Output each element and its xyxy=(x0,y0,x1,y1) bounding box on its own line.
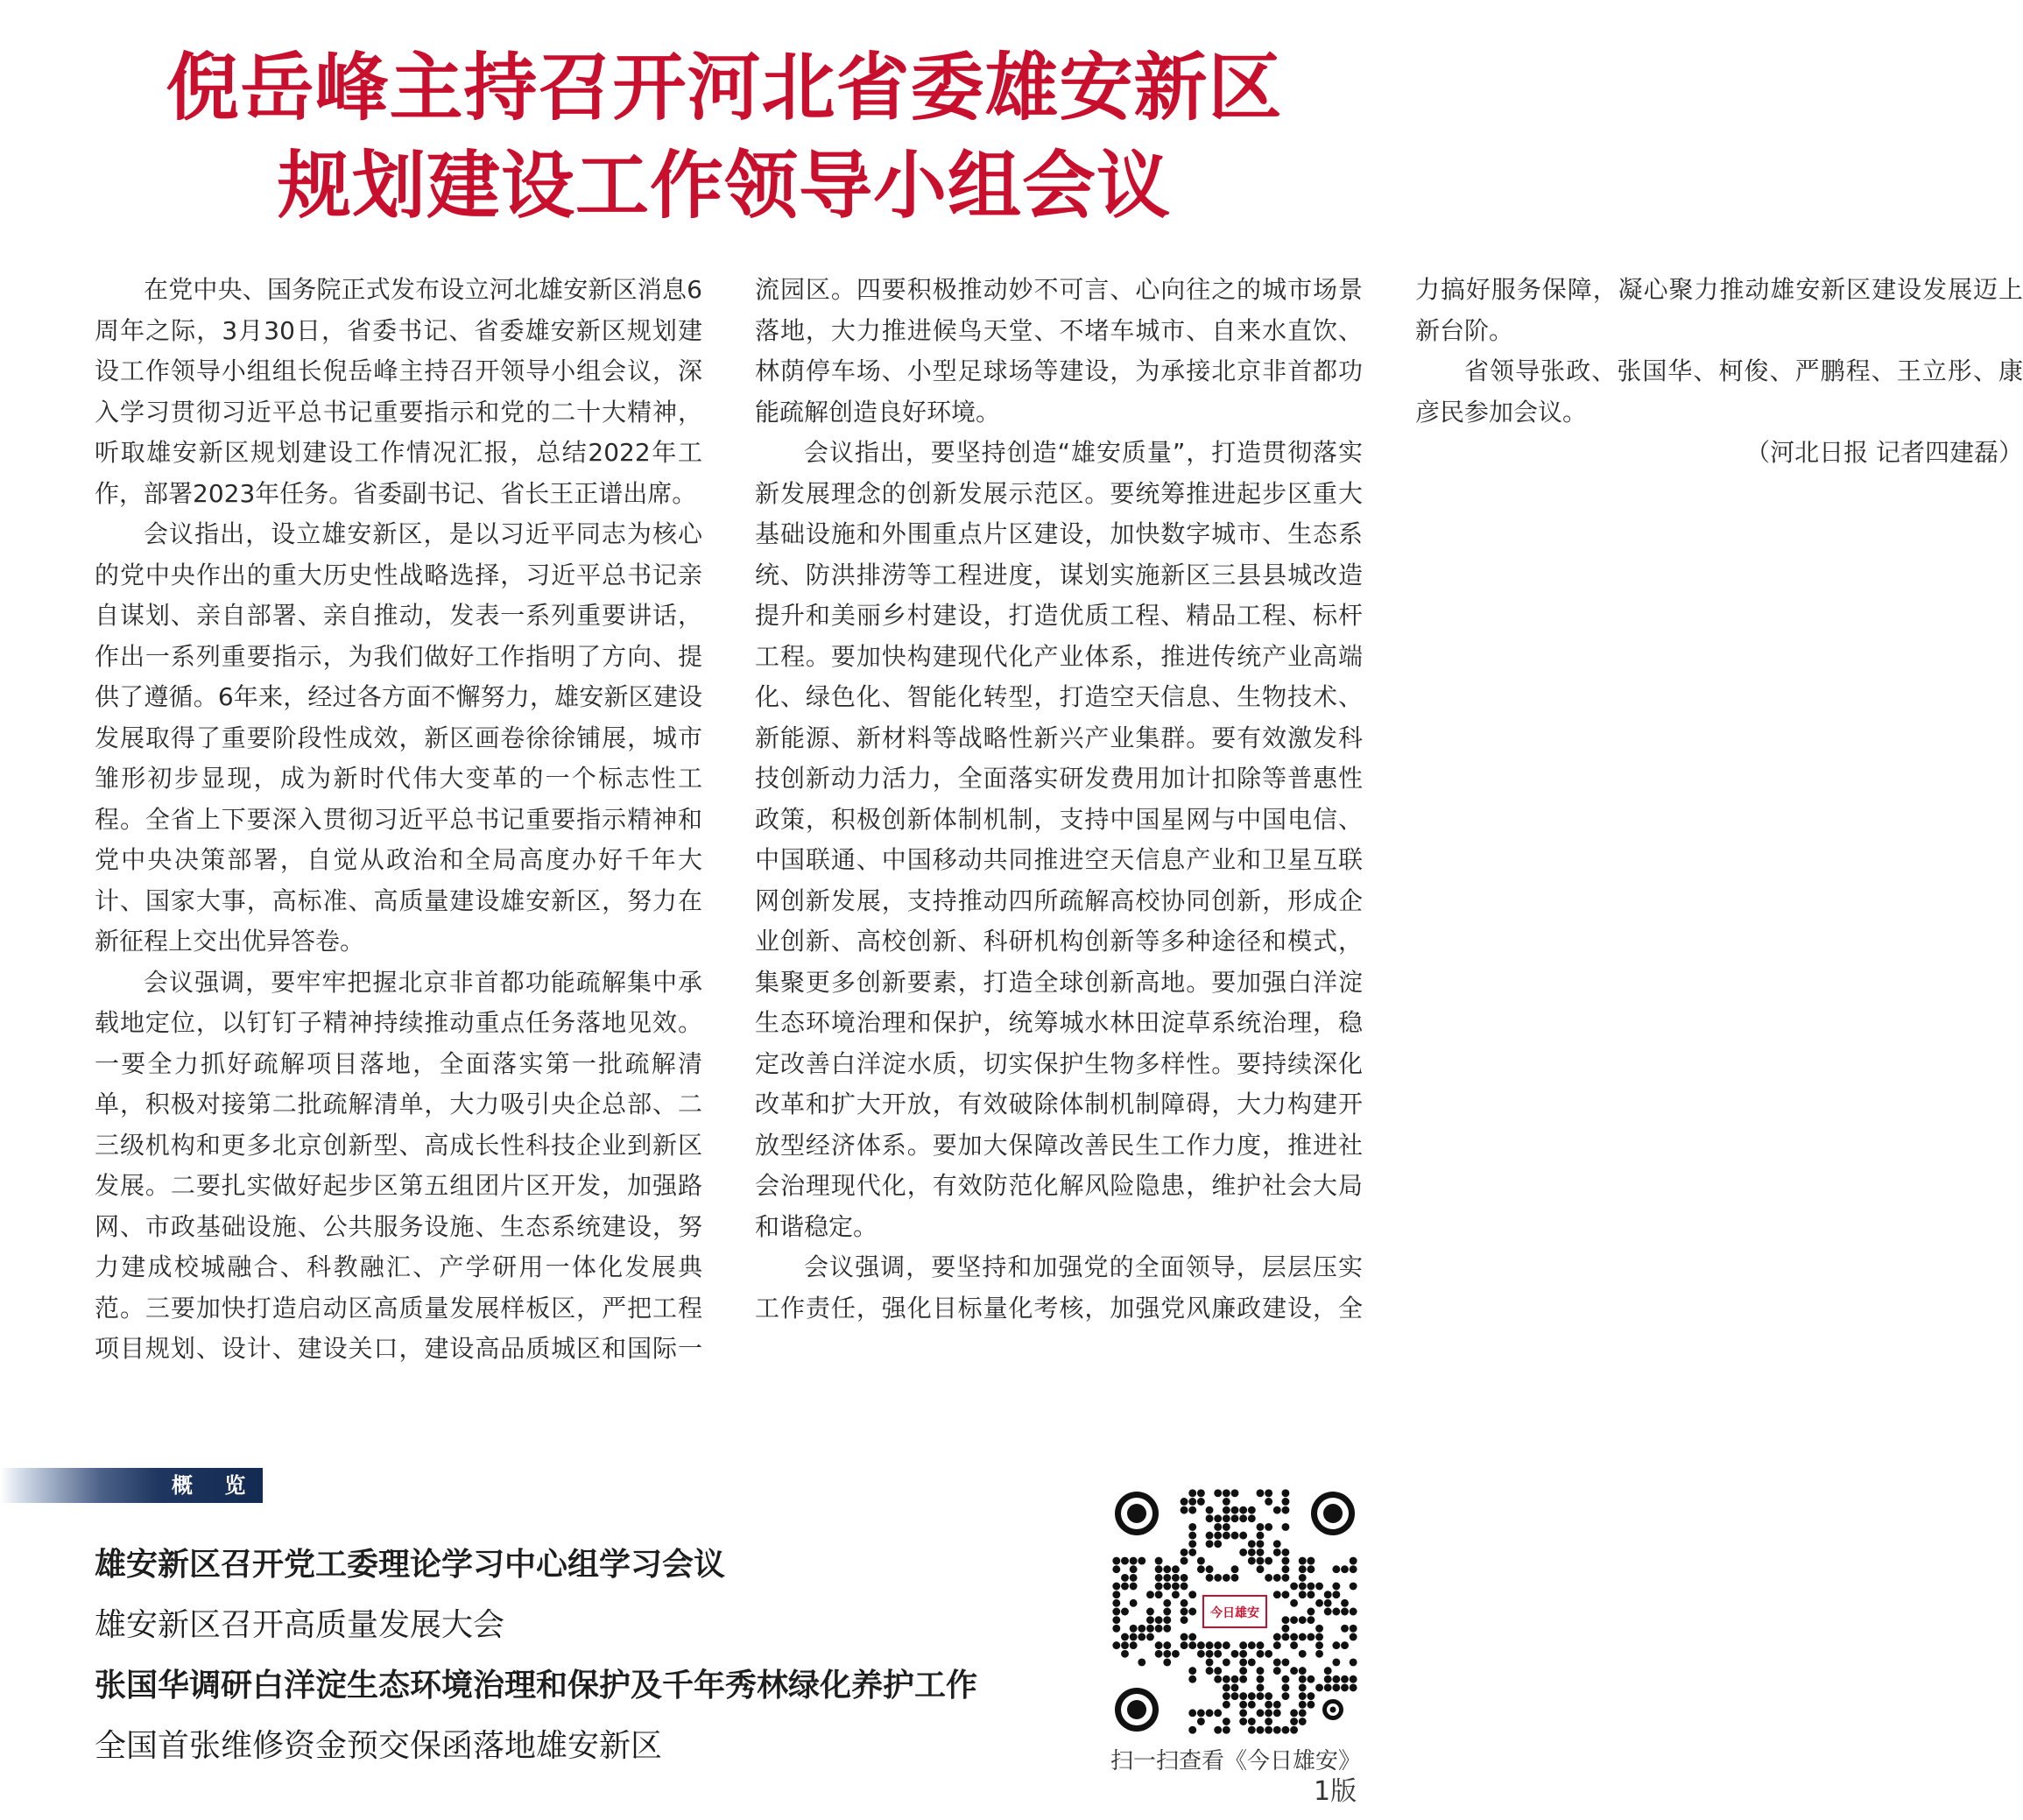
qr-code[interactable] xyxy=(1112,1489,1357,1734)
headline-line-2: 规划建设工作领导小组会议 xyxy=(277,143,1171,229)
overview-item-1[interactable]: 雄安新区召开党工委理论学习中心组学习会议 xyxy=(95,1547,726,1583)
article-paragraph-5: 会议强调，要坚持和加强党的全面领导，层层压实工作责任，强化目标量化考核，加强党风廉政建设，全力搞好服务保障，凝心聚力推动雄安新区建设发展迈上新台阶。 xyxy=(755,275,2023,1323)
article-paragraph-6: 省领导张政、张国华、柯俊、严鹏程、王立彤、康彦民参加会议。 xyxy=(1415,356,2023,427)
page-number: 1版 xyxy=(1314,1776,1357,1807)
overview-item-3[interactable]: 张国华调研白洋淀生态环境治理和保护及千年秀林绿化养护工作 xyxy=(95,1668,978,1704)
overview-label: 概 览 xyxy=(172,1473,258,1498)
qr-finder-top-left xyxy=(1115,1492,1159,1535)
overview-item-2[interactable]: 雄安新区召开高质量发展大会 xyxy=(95,1607,505,1643)
qr-caption: 扫一扫查看《今日雄安》 xyxy=(1110,1748,1361,1774)
headline-line-1: 倪岳峰主持召开河北省委雄安新区 xyxy=(166,45,1283,131)
article-paragraph-3: 会议强调，要牢牢把握北京非首都功能疏解集中承载地定位，以钉钉子精神持续推动重点任务落地见效。一要全力抓好疏解项目落地，全面落实第一批疏解清单，积极对接第二批疏解清单，大力吸引央企总部、二三级机构和更多北京创新型、高成长性科技企业到新区发展。二要扎实做好起步区第五组团片区开发，加强路网、市政基础设施、公共服务设施、生态系统建设，努力建成校城融合、科教融汇、产学研用一体化发展典范。三要加快打造启动区高质量发展样板区，严把工程项目规划、设计、建设关口，建设高品质城区和国际一流园区。四要积极推动妙不可言、心向往之的城市场景落地，大力推进候鸟天堂、不堵车城市、自来水直饮、林荫停车场、小型足球场等建设，为承接北京非首都功能疏解创造良好环境。 xyxy=(95,275,1363,1363)
qr-finder-top-right xyxy=(1311,1492,1355,1535)
overview-list xyxy=(95,1534,977,1776)
article-paragraph-1: 在党中央、国务院正式发布设立河北雄安新区消息6周年之际，3月30日，省委书记、省委雄安新区规划建设工作领导小组组长倪岳峰主持召开领导小组会议，深入学习贯彻习近平总书记重要指示和党的二十大精神，听取雄安新区规划建设工作情况汇报，总结2022年工作，部署2023年任务。省委副书记、省长王正谱出席。 xyxy=(95,275,702,508)
article-source: （河北日报 记者四建磊） xyxy=(1745,438,2023,467)
qr-finder-bottom-left xyxy=(1115,1688,1159,1732)
qr-code-graphic xyxy=(1112,1489,1357,1734)
qr-logo-text: 今日雄安 xyxy=(1210,1606,1259,1620)
article-paragraph-4: 会议指出，要坚持创造“雄安质量”，打造贯彻落实新发展理念的创新发展示范区。要统筹推进起步区重大基础设施和外围重点片区建设，加快数字城市、生态系统、防洪排涝等工程进度，谋划实施新区三县县城改造提升和美丽乡村建设，打造优质工程、精品工程、标杆工程。要加快构建现代化产业体系，推进传统产业高端化、绿色化、智能化转型，打造空天信息、生物技术、新能源、新材料等战略性新兴产业集群。要有效激发科技创新动力活力，全面落实研发费用加计扣除等普惠性政策，积极创新体制机制，支持中国星网与中国电信、中国联通、中国移动共同推进空天信息产业和卫星互联网创新发展，支持推动四所疏解高校协同创新，形成企业创新、高校创新、科研机构创新等多种途径和模式，集聚更多创新要素，打造全球创新高地。要加强白洋淀生态环境治理和保护，统筹城水林田淀草系统治理，稳定改善白洋淀水质，切实保护生物多样性。要持续深化改革和扩大开放，有效破除体制机制障碍，大力构建开放型经济体系。要加大保障改善民生工作力度，推进社会治理现代化，有效防范化解风险隐患，维护社会大局和谐稳定。 xyxy=(755,438,1363,1241)
headline xyxy=(0,39,1449,235)
overview-item-4[interactable]: 全国首张维修资金预交保函落地雄安新区 xyxy=(95,1728,663,1764)
article-body xyxy=(95,270,2023,1400)
qr-finder-bottom-right xyxy=(1322,1699,1343,1720)
article-paragraph-2: 会议指出，设立雄安新区，是以习近平同志为核心的党中央作出的重大历史性战略选择，习近平总书记亲自谋划、亲自部署、亲自推动，发表一系列重要讲话，作出一系列重要指示，为我们做好工作指明了方向、提供了遵循。6年来，经过各方面不懈努力，雄安新区建设发展取得了重要阶段性成效，新区画卷徐徐铺展，城市雏形初步显现，成为新时代伟大变革的一个标志性工程。全省上下要深入贯彻习近平总书记重要指示精神和党中央决策部署，自觉从政治和全局高度办好千年大计、国家大事，高标准、高质量建设雄安新区，努力在新征程上交出优异答卷。 xyxy=(95,519,702,956)
